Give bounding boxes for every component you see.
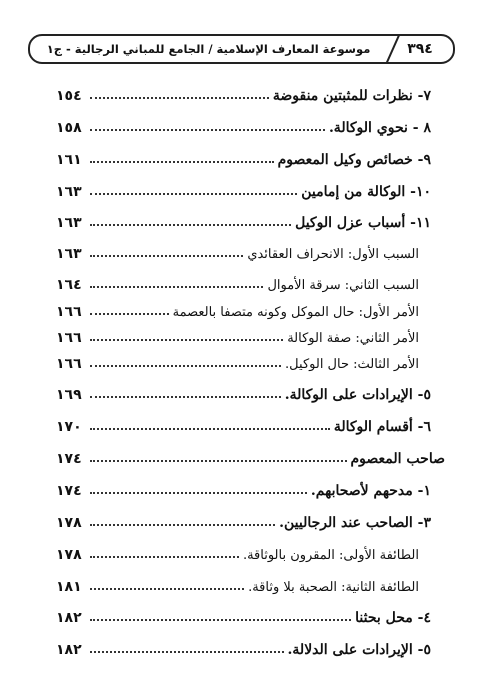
toc-entry-page: ١٦٦ — [56, 356, 82, 372]
toc-entry-page: ١٧٠ — [56, 419, 82, 435]
toc-subentry — [56, 296, 419, 320]
toc-entry-page: ١٨٢ — [56, 642, 82, 658]
toc-entry-label: الأمر الثالث: حال الوكيل. — [285, 357, 419, 372]
toc-entry — [56, 507, 431, 531]
toc-entry-label: ٦- أقسام الوكالة — [333, 419, 431, 435]
leader-dots — [90, 313, 169, 315]
toc-entry-label: الطائفة الأولى: المقرون بالوثاقة. — [242, 548, 419, 563]
leader-dots — [90, 428, 330, 430]
toc-entry-page: ١٧٤ — [56, 451, 82, 467]
toc-entry-label: صاحب المعصوم — [350, 451, 445, 467]
toc-subentry — [56, 539, 419, 563]
leader-dots — [90, 161, 274, 163]
toc-subentry — [56, 322, 419, 346]
toc-entry — [56, 634, 431, 658]
toc-entry-page: ١٦٣ — [56, 246, 82, 262]
toc-entry-page: ١٦١ — [56, 152, 82, 168]
toc-subentry — [56, 269, 419, 293]
toc-entry-label: ٩- خصائص وكيل المعصوم — [277, 152, 431, 168]
toc-entry-label: ١٠- الوكالة من إمامين — [301, 184, 431, 200]
toc-entry-page: ١٧٤ — [56, 483, 82, 499]
toc-entry — [56, 602, 431, 626]
toc-entry-page: ١٨٢ — [56, 610, 82, 626]
toc-entry-page: ١٦٦ — [56, 330, 82, 346]
toc-entry-label: ٨ - نحوي الوكالة. — [328, 120, 431, 136]
toc-entry-page: ١٦٣ — [56, 215, 82, 231]
toc-subentry — [56, 348, 419, 372]
leader-dots — [90, 339, 283, 341]
leader-dots — [90, 619, 351, 621]
toc-section-heading — [56, 443, 445, 467]
toc-entry-label: الطائفة الثانية: الصحبة بلا وثاقة. — [248, 580, 419, 595]
toc-entry-page: ١٦٩ — [56, 387, 82, 403]
leader-dots — [90, 492, 307, 494]
toc-entry-label: ٥- الإيرادات على الدلالة. — [287, 642, 431, 658]
toc-entry-label: السبب الثاني: سرقة الأموال — [267, 278, 419, 293]
leader-dots — [90, 97, 269, 99]
toc-entry — [56, 80, 431, 104]
leader-dots — [90, 524, 275, 526]
toc-entry-label: ١١- أسباب عزل الوكيل — [295, 215, 431, 231]
toc-subentry — [56, 238, 419, 262]
leader-dots — [90, 193, 297, 195]
toc-entry-page: ١٦٣ — [56, 184, 82, 200]
toc-entry-page: ١٦٦ — [56, 304, 82, 320]
leader-dots — [90, 286, 263, 288]
toc-entry-label: ٧- نظرات للمثبتين منقوضة — [272, 88, 431, 104]
leader-dots — [90, 460, 347, 462]
running-title: موسوعة المعارف الإسلامية / الجامع للمباني الرجالية - ج١ — [46, 42, 371, 56]
toc-entry-page: ١٥٤ — [56, 88, 82, 104]
toc-entry — [56, 112, 431, 136]
leader-dots — [90, 651, 284, 653]
toc-subentry — [56, 571, 419, 595]
leader-dots — [90, 129, 325, 131]
page-number: ٣٩٤ — [407, 41, 433, 57]
toc-entry — [56, 475, 431, 499]
toc-entry-page: ١٦٤ — [56, 277, 82, 293]
toc-entry-label: الأمر الأول: حال الموكل وكونه متصفا بالعصمة — [172, 305, 419, 320]
leader-dots — [90, 588, 244, 590]
toc-entry — [56, 176, 431, 200]
toc-entry — [56, 411, 431, 435]
leader-dots — [90, 255, 243, 257]
leader-dots — [90, 396, 281, 398]
toc-entry-label: ٤- محل بحثنا — [355, 610, 431, 626]
toc-entry — [56, 379, 431, 403]
leader-dots — [90, 365, 281, 367]
toc-entry-page: ١٥٨ — [56, 120, 82, 136]
toc-entry — [56, 144, 431, 168]
leader-dots — [90, 224, 291, 226]
leader-dots — [90, 556, 239, 558]
toc-entry — [56, 207, 431, 231]
toc-entry-page: ١٧٨ — [56, 515, 82, 531]
toc-entry-label: ٥- الإيرادات على الوكالة. — [284, 387, 431, 403]
toc-entry-label: الأمر الثاني: صفة الوكالة — [287, 331, 419, 346]
toc-entry-page: ١٧٨ — [56, 547, 82, 563]
toc-entry-label: السبب الأول: الانحراف العقائدي — [247, 247, 419, 262]
toc-entry-label: ١- مدحهم لأصحابهم. — [310, 483, 431, 499]
toc-entry-label: ٣- الصاحب عند الرجاليين. — [279, 515, 431, 531]
toc-entry-page: ١٨١ — [56, 579, 82, 595]
